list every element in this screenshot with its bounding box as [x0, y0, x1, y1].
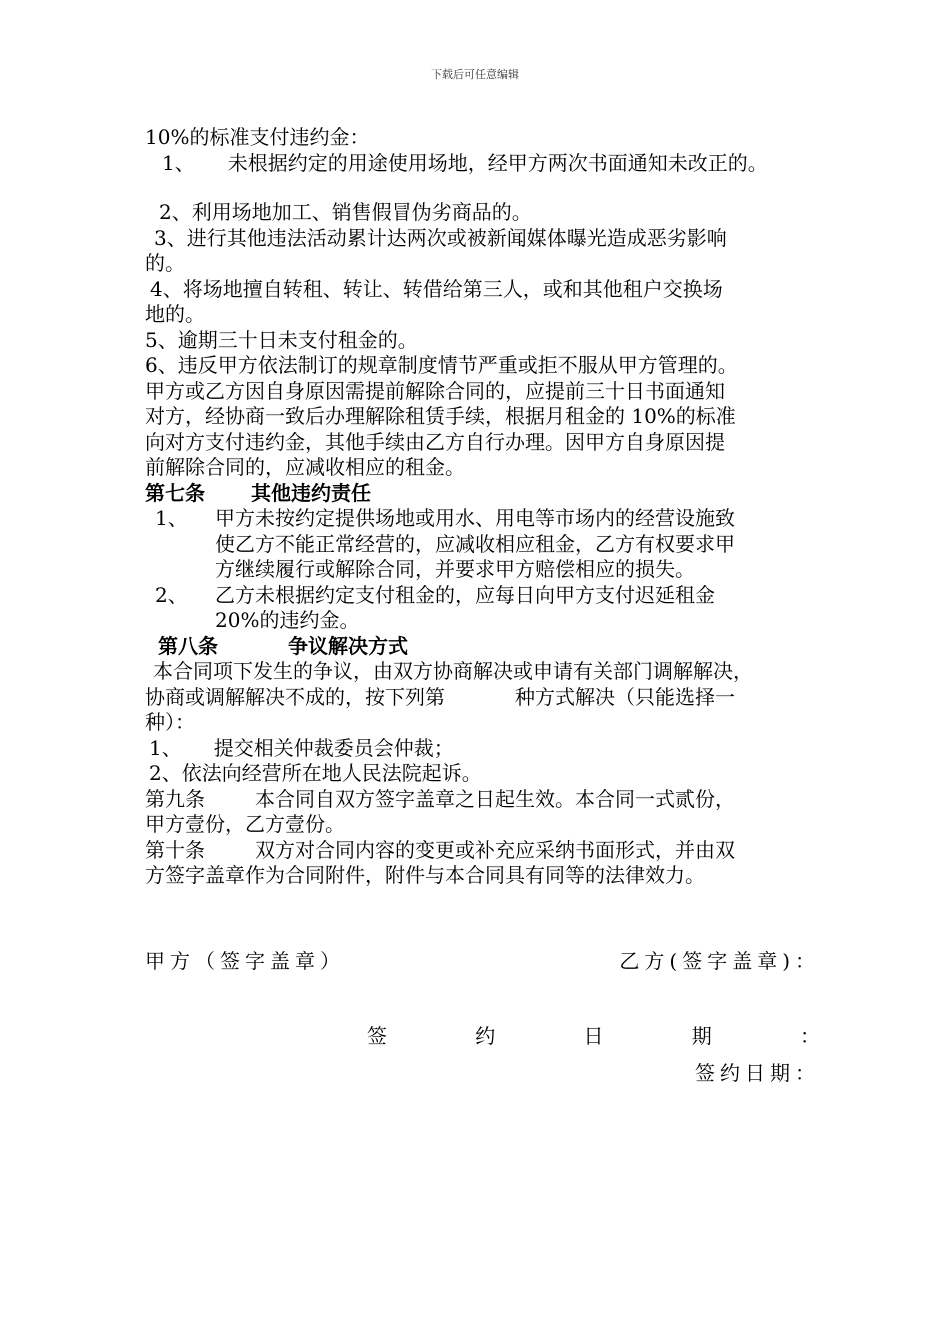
article-8-line-1: 本合同项下发生的争议，由双方协商解决或申请有关部门调解解决，: [153, 659, 753, 683]
date-char: ：: [800, 1024, 820, 1048]
article-8-line-2: [145, 685, 825, 711]
signing-date-row-2: [145, 1057, 820, 1083]
contract-body: [145, 125, 825, 889]
breach-item-2: 2、利用场地加工、销售假冒伪劣商品的。: [159, 200, 532, 224]
article-8-heading: [145, 634, 825, 660]
article-7-item-1: [145, 506, 825, 583]
spacer: [145, 176, 825, 200]
date-char: 签: [367, 1024, 387, 1048]
item-number: 2、: [155, 582, 188, 607]
signing-date-row-1: [145, 1020, 820, 1046]
option-number: 1、: [149, 735, 182, 760]
article-7-item-2: [145, 583, 825, 634]
article-number: 第十条: [145, 837, 205, 862]
breach-item-4-cont: 地的。: [145, 302, 205, 326]
page-header-note: 下载后可任意编辑: [431, 68, 519, 81]
item-text-line: 方继续履行或解除合同，并要求甲方赔偿相应的损失。: [215, 557, 695, 581]
date-char: 期: [691, 1024, 712, 1048]
article-title: 争议解决方式: [288, 633, 408, 658]
item-number: 1、: [155, 506, 188, 530]
intro-line: 10%的标准支付违约金：: [145, 125, 370, 149]
signing-date-label: 签约日期：: [695, 1061, 820, 1085]
item-number: 1、: [162, 150, 195, 175]
breach-item-6: 6、违反甲方依法制订的规章制度情节严重或拒不服从甲方管理的。: [145, 353, 738, 377]
article-9-line-2: 甲方壹份，乙方壹份。: [145, 812, 345, 836]
early-termination-line-3: 向对方支付违约金，其他手续由乙方自行办理。因甲方自身原因提: [145, 429, 725, 454]
breach-item-4: 4、将场地擅自转租、转让、转借给第三人，或和其他租户交换场: [150, 276, 723, 301]
item-text-line: 20%的违约金。: [215, 608, 360, 632]
article-text: 双方对合同内容的变更或补充应采纳书面形式，并由双: [255, 837, 735, 862]
item-text: 未根据约定的用途使用场地，经甲方两次书面通知未改正的。: [227, 150, 768, 175]
option-text: 提交相关仲裁委员会仲裁；: [213, 735, 454, 760]
article-number: 第八条: [158, 633, 218, 658]
article-8-option-1: [145, 736, 825, 762]
item-text-line: 甲方未按约定提供场地或用水、用电等市场内的经营设施致: [215, 506, 735, 530]
breach-item-3-cont: 的。: [145, 251, 185, 275]
article-10-line-1: [145, 838, 825, 864]
article-8-line-2b: 种方式解决（只能选择一: [515, 684, 735, 709]
article-number: 第七条: [145, 480, 205, 505]
article-7-heading: [145, 481, 825, 507]
article-text: 本合同自双方签字盖章之日起生效。本合同一式贰份，: [255, 786, 735, 811]
signature-row: [145, 945, 820, 971]
date-char: 日: [583, 1024, 604, 1048]
party-b-signature: 乙方(签字盖章)：: [619, 949, 820, 973]
early-termination-line-4: 前解除合同的，应减收相应的租金。: [145, 455, 465, 479]
item-text-block: [215, 506, 825, 583]
article-8-option-2: 2、依法向经营所在地人民法院起诉。: [149, 761, 482, 785]
article-9-line-1: [145, 787, 825, 813]
party-a-signature: 甲方（签字盖章）: [145, 949, 345, 973]
breach-item-5: 5、逾期三十日未支付租金的。: [145, 327, 418, 352]
breach-item-1: [145, 151, 825, 177]
signing-date-spread: [367, 1020, 820, 1049]
early-termination-line-2: 对方，经协商一致后办理解除租赁手续，根据月租金的 10%的标准: [145, 404, 736, 428]
early-termination-line-1: 甲方或乙方因自身原因需提前解除合同的，应提前三十日书面通知: [145, 378, 725, 403]
article-8-line-3: 种）：: [145, 710, 195, 734]
item-text-block: [215, 583, 825, 634]
article-10-line-2: 方签字盖章作为合同附件，附件与本合同具有同等的法律效力。: [145, 863, 705, 887]
item-text-line: 乙方未根据约定支付租金的，应每日向甲方支付迟延租金: [215, 582, 715, 607]
article-title: 其他违约责任: [251, 480, 371, 505]
item-text-line: 使乙方不能正常经营的，应减收相应租金，乙方有权要求甲: [215, 531, 735, 556]
date-char: 约: [475, 1024, 496, 1048]
breach-item-3: 3、进行其他违法活动累计达两次或被新闻媒体曝光造成恶劣影响: [154, 225, 727, 250]
article-8-line-2a: 协商或调解解决不成的，按下列第: [145, 684, 445, 709]
article-number: 第九条: [145, 786, 205, 811]
